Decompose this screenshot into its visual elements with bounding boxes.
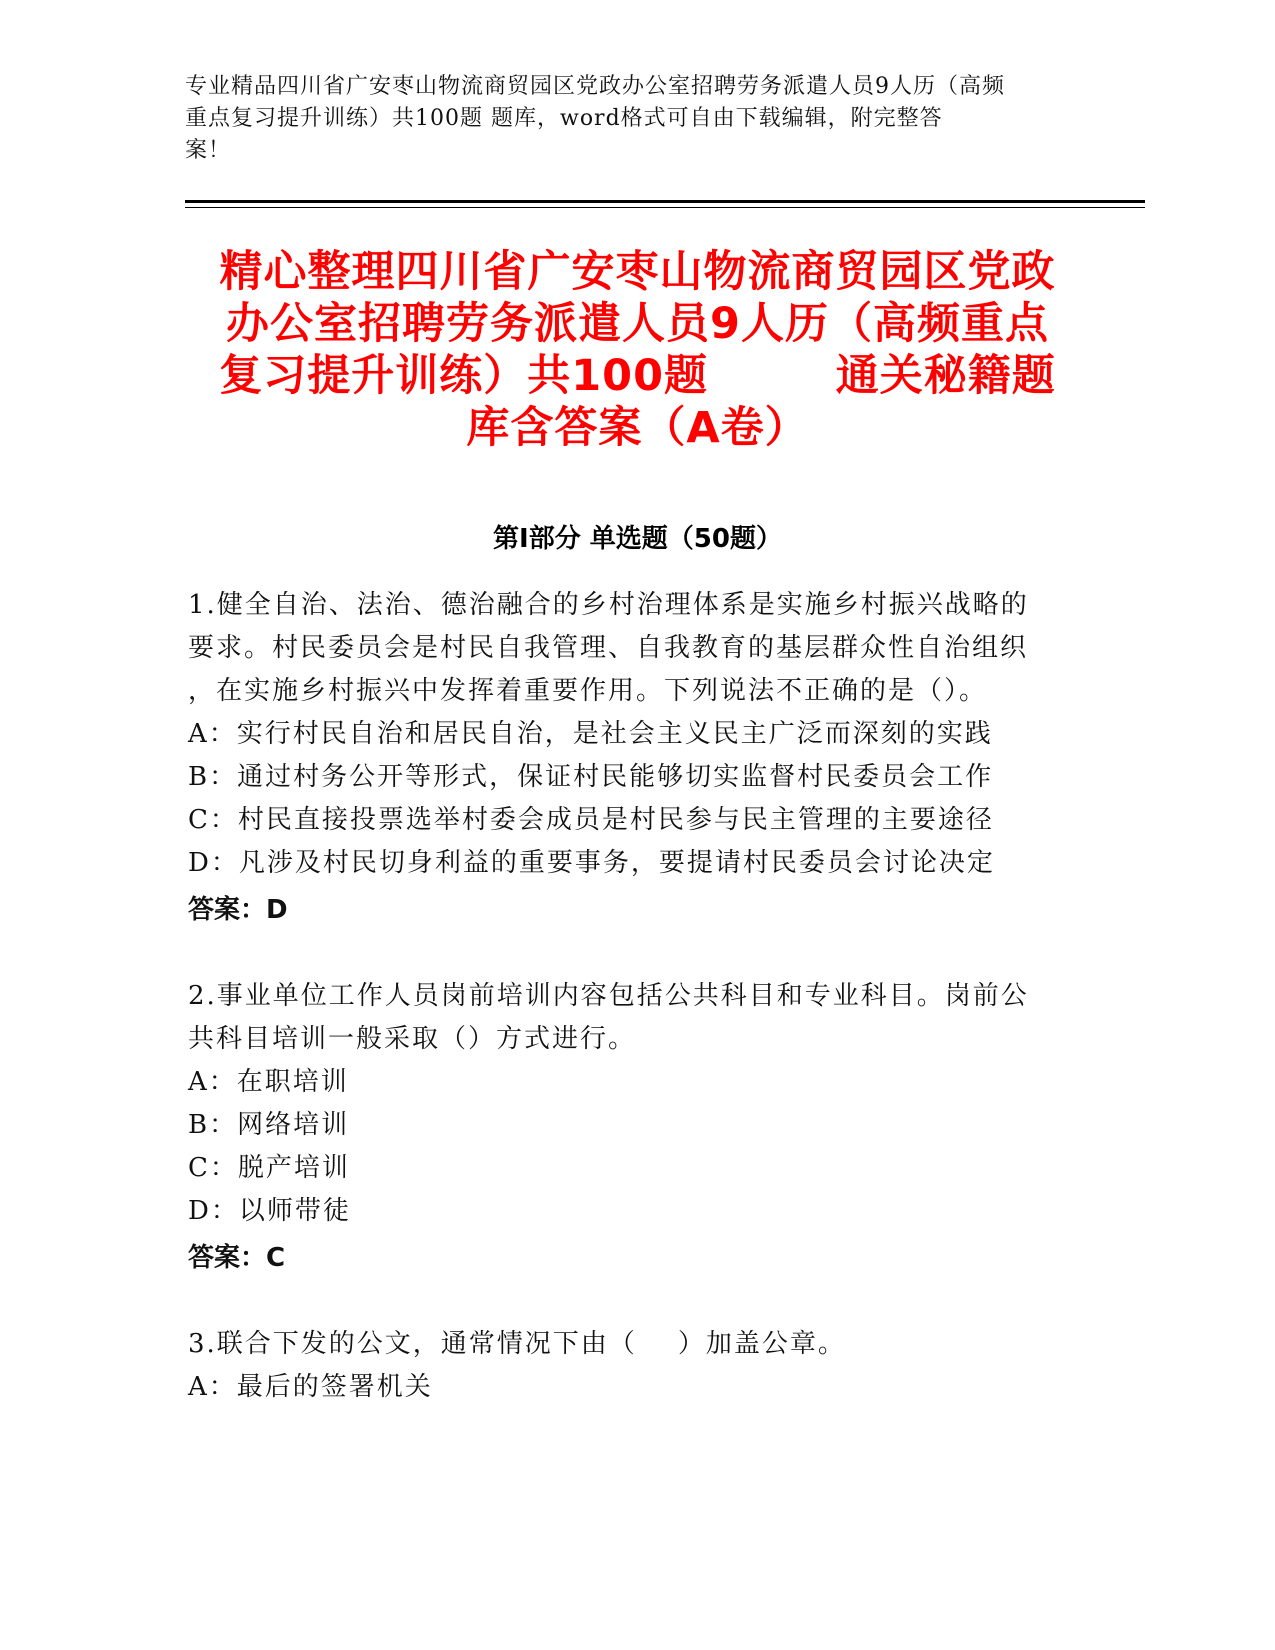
option-c: C：村民直接投票选举村委会成员是村民参与民主管理的主要途径 xyxy=(188,805,994,835)
option-b: B：网络培训 xyxy=(188,1110,350,1140)
header-divider-thick xyxy=(185,200,1145,203)
title-line: 精心整理四川省广安枣山物流商贸园区党政 xyxy=(219,247,1056,297)
question-stem-line: ，在实施乡村振兴中发挥着重要作用。下列说法不正确的是（）。 xyxy=(188,676,988,706)
title-line: 办公室招聘劳务派遣人员9人历（高频重点 xyxy=(226,299,1049,349)
answer-label: 答案：C xyxy=(188,1243,286,1273)
answer-label: 答案：D xyxy=(188,895,288,925)
title-line: 库含答案（A卷） xyxy=(466,403,809,453)
section-title: 第Ⅰ部分 单选题（50题） xyxy=(493,524,782,554)
option-b: B：通过村务公开等形式，保证村民能够切实监督村民委员会工作 xyxy=(188,762,994,792)
header-divider-thin xyxy=(185,207,1145,208)
option-c: C：脱产培训 xyxy=(188,1153,350,1183)
option-d: D：以师带徒 xyxy=(188,1196,351,1226)
question-stem-line: 1.健全自治、法治、德治融合的乡村治理体系是实施乡村振兴战略的 xyxy=(188,590,1029,620)
option-a: A：最后的签署机关 xyxy=(188,1372,433,1402)
question-stem-line: 3.联合下发的公文，通常情况下由（ ）加盖公章。 xyxy=(188,1329,846,1359)
question-stem-line: 共科目培训一般采取（）方式进行。 xyxy=(188,1024,637,1054)
option-a: A：在职培训 xyxy=(188,1067,349,1097)
title-line: 复习提升训练）共100题 通关秘籍题 xyxy=(219,351,1056,401)
question-stem-line: 2.事业单位工作人员岗前培训内容包括公共科目和专业科目。岗前公 xyxy=(188,981,1029,1011)
header-line: 案！ xyxy=(185,138,232,163)
header-line: 专业精品四川省广安枣山物流商贸园区党政办公室招聘劳务派遣人员9人历（高频 xyxy=(185,74,1005,99)
option-d: D：凡涉及村民切身利益的重要事务，要提请村民委员会讨论决定 xyxy=(188,848,995,878)
option-a: A：实行村民自治和居民自治，是社会主义民主广泛而深刻的实践 xyxy=(188,719,993,749)
question-stem-line: 要求。村民委员会是村民自我管理、自我教育的基层群众性自治组织 xyxy=(188,633,1029,663)
header-line: 重点复习提升训练）共100题 题库，word格式可自由下载编辑，附完整答 xyxy=(185,106,943,131)
